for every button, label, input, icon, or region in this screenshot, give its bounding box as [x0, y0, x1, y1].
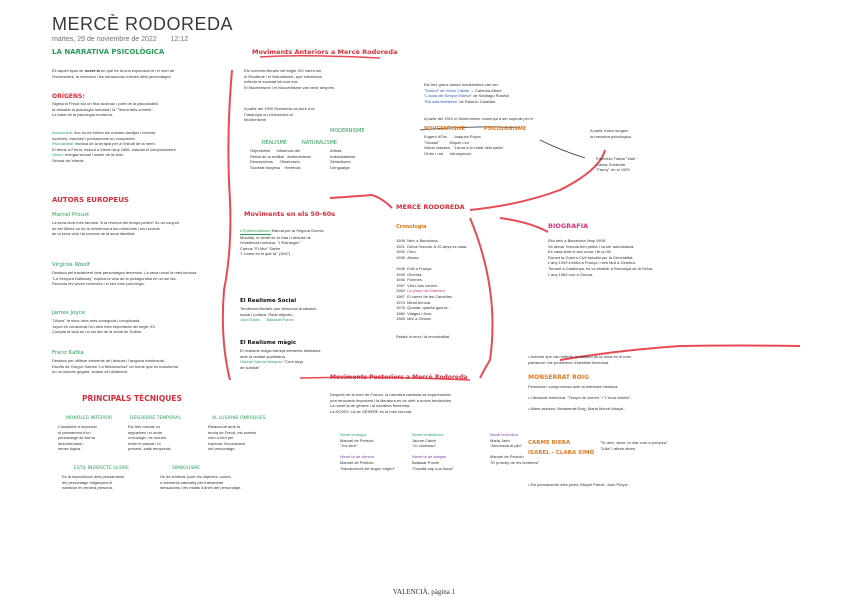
- inconscient-text: Inconscient: lloc on es troben els nostres desitjos i records reprimits, traumes i pensaments no conscients. Psicoanàlisi: tècnica de la teràpia per a l'estudi de la ment. El terme a Freud, nascut a Viena l'any 1856, estudia el comportament Libido: energia sexual i instint de la vida. Sexual del infants.: [52, 130, 176, 163]
- origens-heading: ORÍGENS:: [52, 93, 85, 100]
- autor-joyce: James Joyce: [52, 310, 85, 316]
- isabel-clara-label: ISABEL - CLARA SIMÓ: [528, 450, 595, 456]
- femenina-intro: • Autores que van reflectir la situació de la dona en el món patriarcal i els problemes d'identitat femenina.: [528, 354, 632, 365]
- narrativa-heading: LA NARRATIVA PSICOLÒGICA: [52, 48, 165, 56]
- posteriors-text: Després de la mort de Franco, la narrativa catalana va experimentar una renovació important i la literatura es va obrir a noves tendències. La novel·la de gènere i la narrativa femenina. La NOVEL·LA de GÈNERE és la més venuda.: [330, 392, 453, 414]
- merce-center-label: MERCÈ RODOREDA: [396, 203, 465, 211]
- cronologia-list: 1908 Neix a Barcelona. 1921 Deixa l'escola. A 20 anys es casa. 1930 Crim. 1936 Aloma. 1938 Exili a França. 1939 Ginebra. 1946 Poemes. 1957 Vint-i-dos contes. 1962 La plaça del Diamant. 1967 El carrer de les Camèlies. 1974 Mirall trencat. 1978 Quanta, quanta guerra... 1980 Viatges i flors. 1983 Mor a Girona.: [396, 238, 468, 322]
- psico-text: Eugeni d'Ors Joaquim Ruyra "Glosari" Miquel Llor Valors clàssics "Laura a la ciutat dels sants" Ordre i raó Introspecció: [424, 134, 504, 156]
- carme-riera-label: CARME RIERA: [528, 440, 571, 446]
- autor-kafka: Franz Kafka: [52, 350, 84, 356]
- year-7: 1957: [396, 282, 405, 288]
- date-text: martes, 29 de noviembre de 2022: [52, 36, 157, 43]
- moviments-anteriors-heading: Moviments Anteriors a Mercè Rodoreda: [252, 48, 398, 56]
- tecnica-alusions: AL·LUSIONS ONÍRIQUES: [212, 416, 266, 421]
- year-13: 1983: [396, 316, 405, 322]
- principals-heading: PRINCIPALS TÈCNIQUES: [82, 394, 182, 403]
- psicologisme-label: PSICOLOGISME: [484, 126, 527, 132]
- moviments-posteriors-heading: Moviments Posteriors a Mercè Rodoreda: [330, 374, 468, 381]
- tecnica-estil: ESTIL INDIRECTE LLIURE: [74, 466, 129, 471]
- autor-proust: Marcel Proust: [52, 212, 90, 218]
- realisme-social-label: El Realisme Social: [240, 298, 297, 304]
- biografia-heading: BIOGRAFIA: [548, 222, 589, 230]
- proust-text: La seva obra més famosa "A la recerca del temps perdut" és un conjunt de set llibres on es fa referència a les memòries i els records de la seva vida i la recerca de la seva identitat.: [52, 220, 179, 237]
- narrativa-intro: És aquell tipus de novel·la en què es fa una exploració en el món de l'inconscient, la memòria i les sensacions íntimes dels personatges.: [52, 68, 175, 79]
- year-0: 1908: [396, 238, 405, 243]
- altres-text: • Els pensaments més joves: Miquel Pairolí, Joan Pinyol...: [528, 482, 631, 487]
- page-title: MERCÈ RODOREDA: [52, 14, 234, 34]
- naturalisme-label: NATURALISME: [302, 140, 338, 146]
- roig-text: Feminista i compromesa amb la memòria històrica. • Literatura femenina: "Temps de cireres" i "L'hora violeta". • Altres autores: Montserrat Roig, Maria Mercè Marçal...: [528, 384, 632, 412]
- psico-intro: A partir del 1910 el Modernisme comença a ser superat per el: [424, 116, 534, 121]
- modernisme-label: MODERNISME: [330, 128, 365, 134]
- realisme-magic-text: El realisme màgic barreja elements fantàstics amb la realitat quotidiana. Gabriel García Márquez "Cent anys de soledat": [240, 348, 321, 370]
- cronologia-footer: Relata la mort i la immortalitat.: [396, 334, 451, 339]
- monoleg-text: Consisteix a reproduir el pensament d'un personatge de forma desordenada i sense lògica.: [58, 424, 97, 452]
- year-11: 1978: [396, 305, 405, 311]
- existencialisme-text: L'Existencialisme Marcat per la Segona Guerra Mundial, el sentit de la vida i l'absurd de l'existència humana. "L'Estranger" Camus "El Mur" Sartre "L'home és el que fa" (1947): [240, 228, 324, 257]
- autor-woolf: Virginia Woolf: [52, 262, 90, 268]
- woolf-text: Destaca pel tractament dels personatges femenins. La seva novel·la més famosa "La Senyora Dalloway" explica la vida de la protagonista en un sol dia. Recorda les seves vivències i el seu món psicològic.: [52, 270, 197, 287]
- realisme-text: Objectivitat Influència del Retrat de la realitat determinisme Descripcions Observació Societat burgesa Herència: [250, 148, 312, 170]
- autors-heading: AUTORS EUROPEUS: [52, 196, 129, 204]
- estil-text: Es la reproducció dels pensaments del personatge mitjançant el narrador en tercera persona.: [62, 474, 125, 491]
- alusions-text: Relacionat amb la teoria de Freud, els somnis com a font per explorar l'inconscient del personatge.: [208, 424, 257, 452]
- kafka-text: Destaca per utilitzar elements de l'absurd i l'angoixa existencial. Escrits de Gregor Samsa "La Metamorfosi" un home que es transforma en un insecte gegant, símbol del aïllament.: [52, 358, 179, 375]
- riera-text: "Te deix, amor, la mar com a penyora" "Júlia" i altres obres.: [600, 440, 668, 451]
- realisme-social-text: Tendència literària que denuncia la situació social i política. Relat objectiu. Joan Sales Baltasar Porcel: [240, 306, 317, 323]
- realisme-label: REALISME: [262, 140, 287, 146]
- year-8: 1962: [396, 288, 405, 294]
- psico-side-2: Francesc Trabal "Vals" Carles Soldevila "Fanny" en el 1929: [596, 156, 637, 173]
- grups-text: Els tres grans autors modernistes van ser: "Solitud" de Víctor Català → Caterina Albert "L'auca del Senyor Esteve" de Santiago Rusiñol "Els sots feréstecs" de Raimon Casellas: [424, 82, 509, 104]
- year-3: 1936: [396, 254, 405, 260]
- tecnica-simbolisme: SIMBOLISME: [172, 466, 201, 471]
- moviments-5060-heading: Moviments en els 50-60s: [244, 210, 336, 218]
- anteriors-text: Els corrents literaris del segle XIX varen ser el Realisme i el Naturalisme, que intentaven reflectir la societat tal com era. El Modernisme i el Noucentisme van venir després.: [244, 68, 336, 90]
- modernisme-text: Artista Individualisme Simbolisme Llenguatge: [330, 148, 356, 170]
- origens-text: Sigmund Freud fou un físic austríac i pare de la psicoanàlisi fa estudiat la psicologia humana i la "Teoria dels somnis". La base de la psicologia moderna.: [52, 101, 158, 118]
- simbolisme-text: Ús de símbols (com els objectes, colors, o elements naturals) per transmetre sensacions i els estats d'ànim del personatge.: [160, 474, 242, 491]
- monserrat-roig-label: MONSERRAT ROIG: [528, 374, 589, 381]
- posteriors-col2: Novel·la històrica Jaume Cabré "Jo confesso" Novel·la de viatges Baltasar Porcel "Cavalls cap a la fosca": [412, 432, 454, 471]
- time-text: 12:12: [170, 36, 189, 43]
- biografia-text: Ella neix a Barcelona l'any 1908. Va deixar l'escola ben petita i va ser autodidacta. Es casa amb el seu oncle i té un fill. Durant la Guerra Civil treballa per la Generalitat. L'any 1939 s'exilia a França i més tard a Ginebra. Tornant a Catalunya, es va establir a Romanyà de la Selva. L'any 1983 mor a Girona.: [548, 238, 654, 277]
- realisme-magic-label: El Realisme màgic: [240, 340, 297, 346]
- year-5: 1939: [396, 271, 405, 277]
- psico-side: A partir d'això sorgeix la narrativa psicològica.: [590, 128, 632, 139]
- tecnica-desordre: DESORDRE TEMPORAL: [130, 416, 181, 421]
- year-10: 1974: [396, 299, 405, 305]
- page-footer: VALENCIÀ, página 1: [392, 588, 456, 596]
- tecnica-monoleg: MONÒLEG INTERIOR: [66, 416, 113, 421]
- joyce-text: "Ulises" la seva obra més coneguda i complicada. Joyce és considerat l'un dels més importants del segle XX. Compta la vida en un sol dia de la ciutat de Dublín.: [52, 318, 157, 335]
- year-4: 1938: [396, 265, 405, 271]
- year-1: 1921: [396, 243, 405, 249]
- posteriors-col1: Novel·la negra Manuel de Pedrolo "Joc brut" Novel·la de ciència Manuel de Pedrolo "Mecanoscrit del segon origen": [340, 432, 396, 471]
- noucentisme-label: NOUCENTISME: [424, 126, 466, 132]
- year-9: 1967: [396, 293, 405, 299]
- posteriors-col3: Novel·la eròtica Maria Jaén "Amorrada al piló" Manuel de Pedrolo "El príncep de les tenebres": [490, 432, 540, 465]
- year-2: 1930: [396, 249, 405, 255]
- desordre-text: Els fets narrats no segueixen un ordre cronològic, es mouen entre el passat i el present, salts temporals.: [128, 424, 172, 452]
- year-6: 1946: [396, 277, 405, 283]
- year-12: 1980: [396, 310, 405, 316]
- anteriors-text-2: A partir del 1900 Rodoreda va viure a la Catalunya on s'introdueix el Modernisme.: [244, 106, 315, 123]
- cronologia-label: Cronologia: [396, 224, 427, 230]
